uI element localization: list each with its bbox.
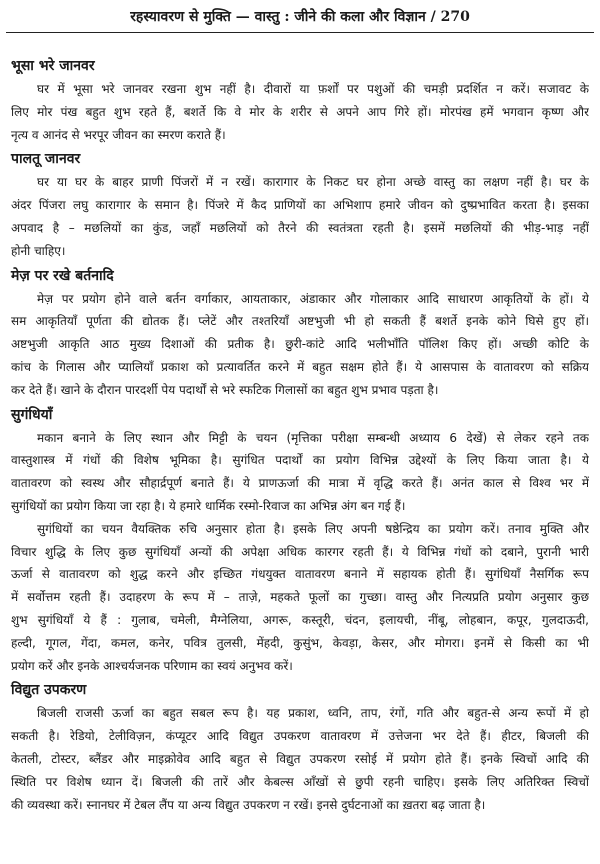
text-line: कर देते हैं। खाने के दौरान पारदर्शी पेय पदार्थों से भरे स्फटिक गिलासों का बहुत शुभ प्रभाव पड़ता है। [11, 382, 439, 397]
text-line: प्रयोग करें और इनके आश्चर्यजनक परिणाम का स्वयं अनुभव करें। [11, 658, 293, 673]
text-line: केतली, टोस्टर, ब्लैंडर और माइक्रोवेव आदि बहुत से विद्युत उपकरण रसोई में प्रयोग होते हैं। इनके स्विचों आदि की [11, 751, 589, 766]
text-line: शुभ सुगंधियाँ ये हैं : गुलाब, चमेली, मैग्नेलिया, अगरू, कस्तूरी, चंदन, इलायची, नींबू, लोहबान, कपूर, गुलदाऊदी, [11, 612, 589, 627]
text-line: वातावरण को स्वस्थ और सौहार्द्रपूर्ण बनाते हैं। ये प्राणऊर्जा की मात्रा में वृद्धि करते हैं। अनंत काल से विश्व भर में [11, 476, 589, 491]
text-line: नृत्य व आनंद से भरपूर जीवन का स्मरण कराते हैं। [11, 127, 226, 142]
text-line: मेज़ पर प्रयोग होने वाले बर्तन वर्गाकार, आयताकार, अंडाकार और गोलाकार आदि साधारण आकृतियों के हों। ये [37, 291, 589, 306]
page-content [11, 53, 589, 816]
text-line: बिजली राजसी ऊर्जा का बहुत सबल रूप है। यह प्रकाश, ध्वनि, ताप, रंगों, गति और बहुत-से अन्य रूपों में हो [37, 706, 589, 721]
section [11, 265, 589, 402]
text-line: ऊर्जा से वातावरण को शुद्ध करने और इच्छित गंधयुक्त वातावरण बनाने में सहायक होती हैं। सुगंधियाँ नैसर्गिक रूप [11, 567, 589, 582]
section [11, 148, 589, 262]
section-heading: पालतू जानवर [11, 151, 81, 168]
paragraph [11, 702, 589, 816]
text-line: की व्यवस्था करें। स्नानघर में टेबल लैंप या अन्य विद्युत उपकरण न रखें। इनसे दुर्घटनाओं का ख़तरा बढ़ जाता है। [11, 797, 486, 812]
page-header-title: रहस्यावरण से मुक्ति — वास्तु : जीने की कला और विज्ञान / 270 [130, 9, 470, 25]
paragraph [11, 78, 589, 146]
text-line: अष्टभुजी आकृति आठ मुख्य दिशाओं की प्रतीक है। छुरी-कांटे आदि भलीभाँति पॉलिश किए हों। अच्छी कोटि के [11, 337, 589, 352]
text-line: अंदर पिंजरा लघु कारागार के समान है। पिंजरे में कैद प्राणियों का अभिशाप हमारे जीवन को दुष्प्रभावित करता है। इसका [11, 198, 589, 213]
text-line: में सर्वोत्तम रहती हैं। उदाहरण के रूप में – ताज़े, महकते फूलों का गुच्छा। वास्तु और नित्यप्रति प्रयोग अनुसार कुछ [11, 590, 589, 605]
section [11, 55, 589, 146]
text-line: मकान बनाने के लिए स्थान और मिट्टी के चयन (मृत्तिका परीक्षा सम्बन्धी अध्याय 6 देखें) से लेकर रहने तक [37, 430, 589, 445]
text-line: घर या घर के बाहर प्राणी पिंजरों में न रखें। कारागार के निकट घर होना अच्छे वास्तु का लक्षण नहीं है। घर के [37, 175, 589, 190]
text-line: स्थिति पर विशेष ध्यान दें। बिजली की तारें और केबल्स आँखों से छुपी रहनी चाहिए। इसके लिए अतिरिक्त स्विचों [11, 774, 589, 789]
text-line: होनी चाहिए। [11, 243, 66, 258]
paragraph [11, 427, 589, 518]
text-line: सुगंधियों का चयन वैयक्तिक रुचि अनुसार होता है। इसके लिए अपनी षष्ठेन्द्रिय का प्रयोग करें। तनाव मुक्ति और [37, 521, 589, 536]
text-line: कांच के गिलास और प्यालियाँ प्रकाश को प्रत्यावर्तित करने में बहुत सक्षम होते हैं। ये आसपास के वातावरण को सक्रिय [11, 359, 589, 374]
section-heading: मेज़ पर रखे बर्तनादि [11, 267, 114, 284]
section-heading: विद्युत उपकरण [11, 682, 87, 699]
section [11, 679, 589, 816]
text-line: सम आकृतियाँ पूर्णता की द्योतक हैं। प्लेटें और तश्तरियाँ अष्टभुजी भी हो सकती हैं बशर्ते इनके कोने घिसे हुए हों। [11, 314, 589, 329]
section-heading: सुगंधियाँ [11, 406, 53, 423]
paragraph [11, 518, 589, 678]
paragraph [11, 288, 589, 402]
header-rule [6, 32, 594, 33]
section-heading: भूसा भरे जानवर [11, 58, 95, 74]
text-line: विचार शुद्धि के लिए कुछ सुगंधियाँ अन्यों की अपेक्षा अधिक कारगर रहती हैं। ये विभिन्न गंधों को दबाने, पुरानी भारी [11, 544, 589, 559]
text-line: सकती है। रेडियो, टेलीविज़न, कंप्यूटर आदि विद्युत उपकरण वातावरण में उत्तेजना भर देते हैं। हीटर, बिजली की [11, 729, 589, 744]
section [11, 404, 589, 678]
paragraph [11, 171, 589, 262]
text-line: लिए मोर पंख बहुत शुभ रहते हैं, बशर्ते कि वे मोर के शरीर से अपने आप गिरे हों। मोरपंख हमें भगवान कृष्ण और [11, 104, 589, 119]
text-line: सुगंधियों का प्रयोग किया जा रहा है। ये हमारे धार्मिक रस्मो-रिवाज का अभिन्न अंग बन गई हैं। [11, 498, 406, 513]
text-line: घर में भूसा भरे जानवर रखना शुभ नहीं है। दीवारों या फ़र्शों पर पशुओं की चमड़ी प्रदर्शित न करें। सजावट के [37, 82, 589, 96]
text-line: हल्दी, गूगल, गेंदा, कमल, कनेर, पवित्र तुलसी, मेंहदी, कुसुंभ, केवड़ा, केसर, और मोगरा। इनमें से किसी का भी [11, 635, 589, 650]
text-line: अपवाद है – मछलियों का कुंड, जहाँ मछलियों को तैरने की स्वतंत्रता रहती है। इसमें मछलियों की भीड़-भाड़ नहीं [11, 220, 589, 235]
text-line: वास्तुशास्त्र में गंधों की विशेष भूमिका है। सुगंधित पदार्थों का प्रयोग विभिन्न उद्देश्यों के लिए किया जाता है। ये [11, 453, 589, 468]
